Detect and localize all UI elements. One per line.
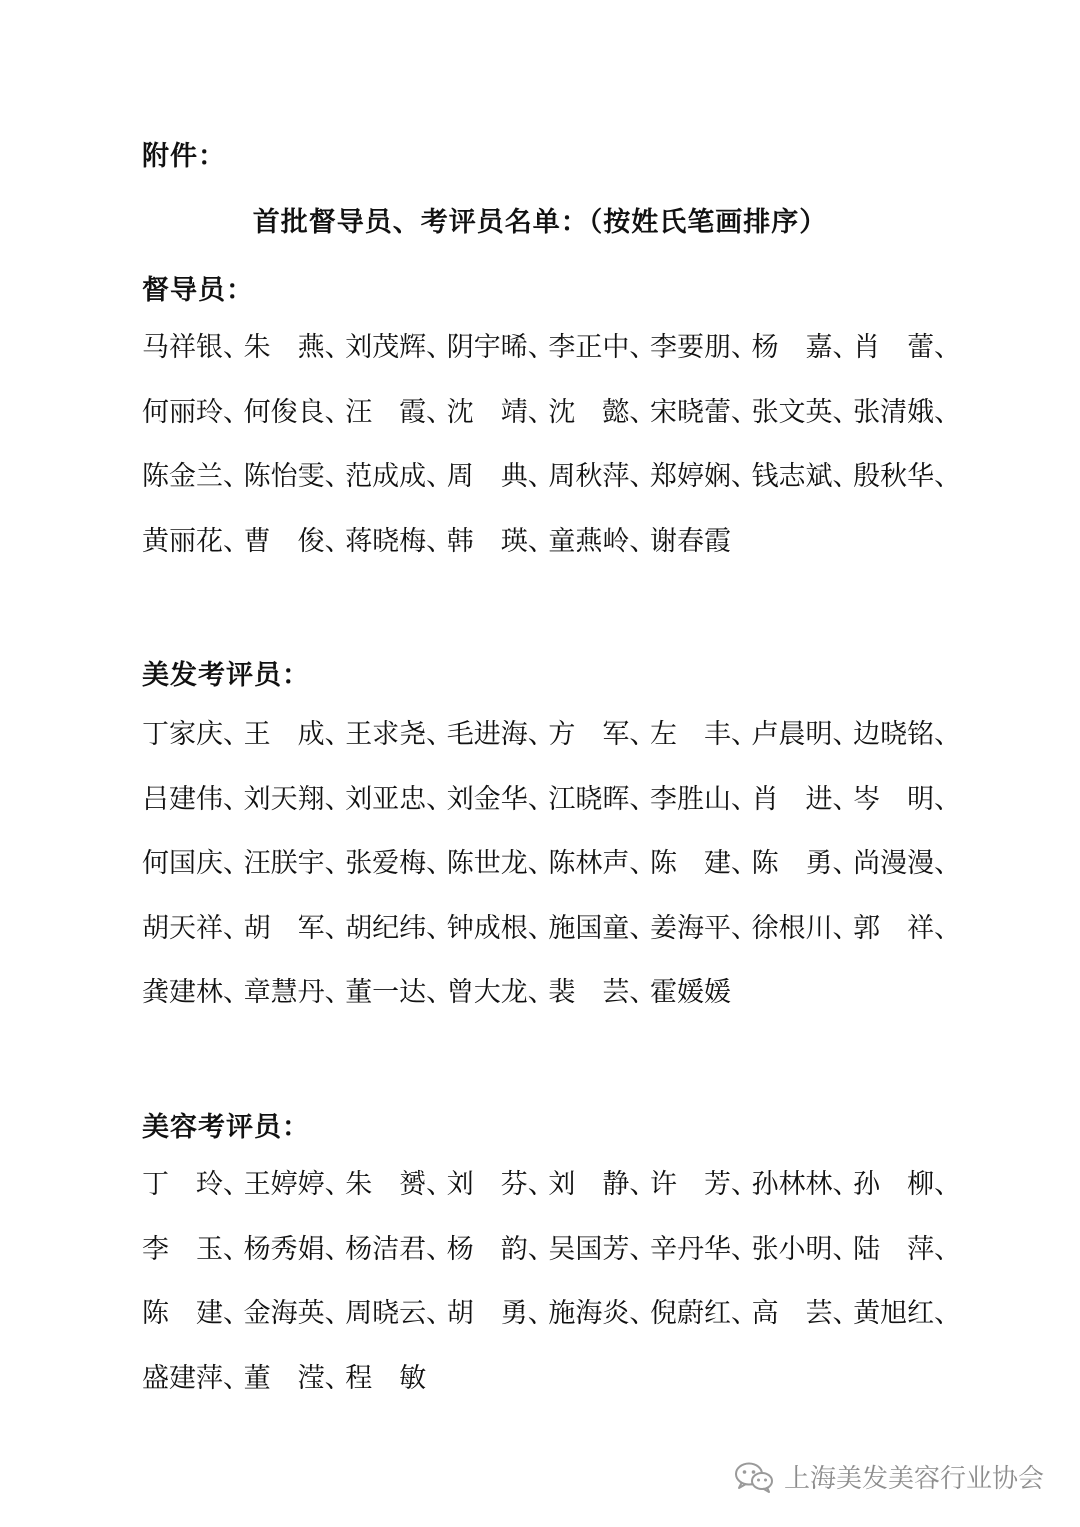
name-item: 汪 霞、 (345, 396, 454, 428)
name-item: 左 丰、 (649, 719, 758, 750)
name-item: 徐根川、 (751, 912, 860, 944)
name-item: 丁家庆、 (142, 719, 250, 750)
name-item: 肖 蕾、 (853, 332, 962, 363)
name-item: 胡 勇、 (446, 1298, 555, 1329)
name-item: 毛进海、 (446, 719, 555, 750)
name-item: 曹 俊、 (243, 525, 352, 557)
name-item: 胡 军、 (243, 912, 352, 944)
name-list-hair-examiners (142, 717, 962, 1040)
name-item: 韩 瑛、 (446, 525, 555, 557)
name-item: 边晓铭、 (853, 719, 962, 750)
name-item: 沈 懿、 (548, 396, 657, 428)
section-heading-hair-examiners: 美发考评员： (142, 660, 310, 691)
name-item: 施国童、 (548, 912, 657, 944)
name-item: 裴 芸、 (548, 977, 657, 1008)
name-item: 姜海平、 (649, 912, 758, 944)
name-item: 江晓晖、 (548, 783, 657, 815)
name-item: 刘天翔、 (243, 783, 352, 815)
name-item: 陈林声、 (548, 848, 657, 879)
name-item: 孙林林、 (751, 1169, 860, 1200)
name-line (142, 330, 962, 395)
name-item: 陈金兰、 (142, 461, 250, 492)
name-item: 何俊良、 (243, 396, 352, 428)
name-item: 黄丽花、 (142, 525, 250, 557)
name-item: 何国庆、 (142, 848, 250, 879)
name-item: 肖 进、 (751, 783, 860, 815)
name-item: 张小明、 (751, 1233, 860, 1265)
name-line (142, 846, 962, 911)
name-item: 李胜山、 (649, 783, 758, 815)
name-line (142, 1232, 962, 1297)
name-line (142, 459, 962, 524)
name-item: 黄旭红、 (853, 1298, 962, 1329)
name-item: 刘亚忠、 (345, 783, 454, 815)
name-item: 盛建萍、 (142, 1362, 250, 1394)
name-item: 卢晨明、 (751, 719, 860, 750)
name-item: 郭 祥、 (853, 912, 962, 944)
name-item: 杨 嘉、 (751, 332, 860, 363)
name-item: 施海炎、 (548, 1298, 657, 1329)
name-item: 岑 明、 (853, 783, 962, 815)
name-item: 尚漫漫、 (853, 848, 962, 879)
watermark-text: 上海美发美容行业协会 (783, 1464, 1044, 1494)
name-line (142, 782, 962, 847)
name-item: 陆 萍、 (853, 1233, 962, 1265)
name-item: 刘 芬、 (446, 1169, 555, 1200)
name-item: 陈怡雯、 (243, 461, 352, 492)
document-title: 首批督导员、考评员名单：（按姓氏笔画排序） (252, 207, 828, 238)
name-item: 杨 韵、 (446, 1233, 555, 1265)
name-item: 朱 燕、 (243, 332, 352, 363)
name-item: 许 芳、 (649, 1169, 758, 1200)
name-item: 李 玉、 (142, 1233, 250, 1265)
name-item: 丁 玲、 (142, 1169, 250, 1200)
name-line (142, 1296, 962, 1361)
name-item: 龚建林、 (142, 977, 250, 1008)
wechat-icon (734, 1461, 774, 1493)
name-item: 王婷婷、 (243, 1169, 352, 1200)
name-item: 张文英、 (751, 396, 860, 428)
name-item: 刘 静、 (548, 1169, 657, 1200)
name-list-beauty-examiners (142, 1167, 962, 1425)
section-heading-supervisors: 督导员： (142, 275, 254, 306)
name-item: 王 成、 (243, 719, 352, 750)
name-line (142, 975, 962, 1040)
name-item: 金海英、 (243, 1298, 352, 1329)
name-item: 钟成根、 (446, 912, 555, 944)
name-item: 陈 勇、 (751, 848, 860, 879)
name-item: 刘茂辉、 (345, 332, 454, 363)
name-item: 方 军、 (548, 719, 657, 750)
name-item: 胡天祥、 (142, 912, 250, 944)
name-line (142, 1167, 962, 1232)
name-item: 周 典、 (446, 461, 555, 492)
name-item: 倪蔚红、 (649, 1298, 758, 1329)
name-item: 马祥银、 (142, 332, 250, 363)
name-item: 陈 建、 (649, 848, 758, 879)
name-item: 李正中、 (548, 332, 657, 363)
name-item: 董一达、 (345, 977, 454, 1008)
name-item: 何丽玲、 (142, 396, 250, 428)
name-item: 阴宇晞、 (446, 332, 555, 363)
name-item: 杨洁君、 (345, 1233, 454, 1265)
name-item: 周晓云、 (345, 1298, 454, 1329)
name-item: 曾大龙、 (446, 977, 555, 1008)
name-item: 童燕岭、 (548, 525, 657, 557)
name-item: 杨秀娟、 (243, 1233, 352, 1265)
name-item: 吕建伟、 (142, 783, 250, 815)
name-line (142, 524, 962, 589)
name-line (142, 717, 962, 782)
name-item: 陈世龙、 (446, 848, 555, 879)
name-item: 吴国芳、 (548, 1233, 657, 1265)
name-item: 李要朋、 (649, 332, 758, 363)
name-line (142, 1361, 962, 1426)
name-item: 张清娥、 (853, 396, 962, 428)
name-item: 辛丹华、 (649, 1233, 758, 1265)
name-item: 钱志斌、 (751, 461, 860, 492)
name-item: 刘金华、 (446, 783, 555, 815)
name-item: 蒋晓梅、 (345, 525, 454, 557)
name-item: 霍媛媛 (649, 977, 731, 1008)
name-item: 张爱梅、 (345, 848, 454, 879)
name-item: 王求尧、 (345, 719, 454, 750)
name-item: 宋晓蕾、 (649, 396, 758, 428)
name-item: 沈 靖、 (446, 396, 555, 428)
name-item: 程 敏 (345, 1362, 427, 1394)
name-item: 范成成、 (345, 461, 454, 492)
name-item: 周秋萍、 (548, 461, 657, 492)
name-item: 胡纪纬、 (345, 912, 454, 944)
name-line (142, 395, 962, 460)
name-item: 郑婷娴、 (649, 461, 758, 492)
name-item: 汪朕宇、 (243, 848, 352, 879)
watermark (734, 1458, 1044, 1495)
name-item: 谢春霞 (649, 525, 731, 557)
name-item: 朱 赟、 (345, 1169, 454, 1200)
section-heading-beauty-examiners: 美容考评员： (142, 1112, 310, 1143)
name-item: 殷秋华、 (853, 461, 962, 492)
name-line (142, 911, 962, 976)
name-list-supervisors (142, 330, 962, 588)
name-item: 陈 建、 (142, 1298, 250, 1329)
name-item: 高 芸、 (751, 1298, 860, 1329)
name-item: 孙 柳、 (853, 1169, 962, 1200)
attachment-label: 附件： (142, 141, 226, 172)
name-item: 章慧丹、 (243, 977, 352, 1008)
name-item: 董 滢、 (243, 1362, 352, 1394)
